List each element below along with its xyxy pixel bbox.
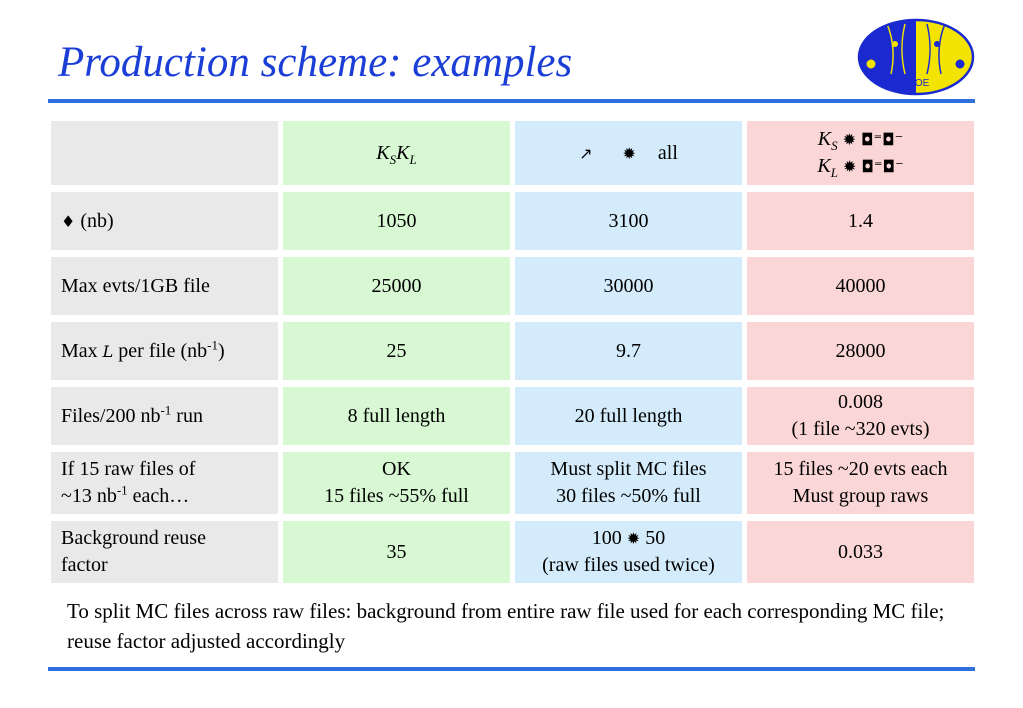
cell-value: 100 ✹ 50 (raw files used twice) (515, 521, 742, 583)
cell-value: 35 (283, 521, 510, 583)
header-ks-decay: $K_S$ ✹ ◘⁼◘⁻ (817, 128, 904, 153)
production-table (51, 121, 974, 583)
gamma-symbol: ↗ (579, 143, 593, 163)
header-all (515, 121, 742, 185)
row-label-background-reuse: Background reuse factor (51, 521, 278, 583)
header-kl-decay: $K_L$ ✹ ◘⁼◘⁻ (817, 155, 904, 180)
arrow-symbol: ✹ (622, 143, 636, 163)
cell-value: 0.008 (1 file ~320 evts) (747, 387, 974, 445)
cell-value: 8 full length (283, 387, 510, 445)
kloe-logo-icon (857, 18, 975, 96)
cell-value: 20 full length (515, 387, 742, 445)
footnote: To split MC files across raw files: background from entire raw file used for each corresponding MC file; reuse factor adjusted accordingly (67, 599, 945, 653)
cell-value: 30000 (515, 257, 742, 315)
header-kskl (283, 121, 510, 185)
row-label-max-evts: Max evts/1GB file (51, 257, 278, 315)
cell-value: 1050 (283, 192, 510, 250)
row-label-files-per-run: Files/200 $nb^{-1}$ run (51, 387, 278, 445)
header-kskl-text: $K_SK_L$ (376, 141, 417, 167)
footer-rule (48, 667, 975, 671)
cell-value: 25000 (283, 257, 510, 315)
cell-value: 3100 (515, 192, 742, 250)
cell-value: 25 (283, 322, 510, 380)
row-label-cross-section: ♦ (nb) (51, 192, 278, 250)
slide-title: Production scheme: examples (58, 39, 573, 86)
row-label-raw-files: If 15 raw files of ~13 $nb^{-1}$ each… (51, 452, 278, 514)
row-label-max-lumi: Max L per file $(nb^{-1})$ (51, 322, 278, 380)
cell-value: OK 15 files ~55% full (283, 452, 510, 514)
cell-value: 1.4 (747, 192, 974, 250)
logo-text: KLOE (902, 78, 930, 89)
cell-value: 0.033 (747, 521, 974, 583)
header-all-label: all (657, 141, 678, 164)
cell-value: 9.7 (515, 322, 742, 380)
cell-value: 28000 (747, 322, 974, 380)
cell-value: 15 files ~20 evts each Must group raws (747, 452, 974, 514)
cell-value: Must split MC files 30 files ~50% full (515, 452, 742, 514)
cell-value: 40000 (747, 257, 974, 315)
title-rule (48, 99, 975, 103)
header-empty (51, 121, 278, 185)
header-decays (747, 121, 974, 185)
